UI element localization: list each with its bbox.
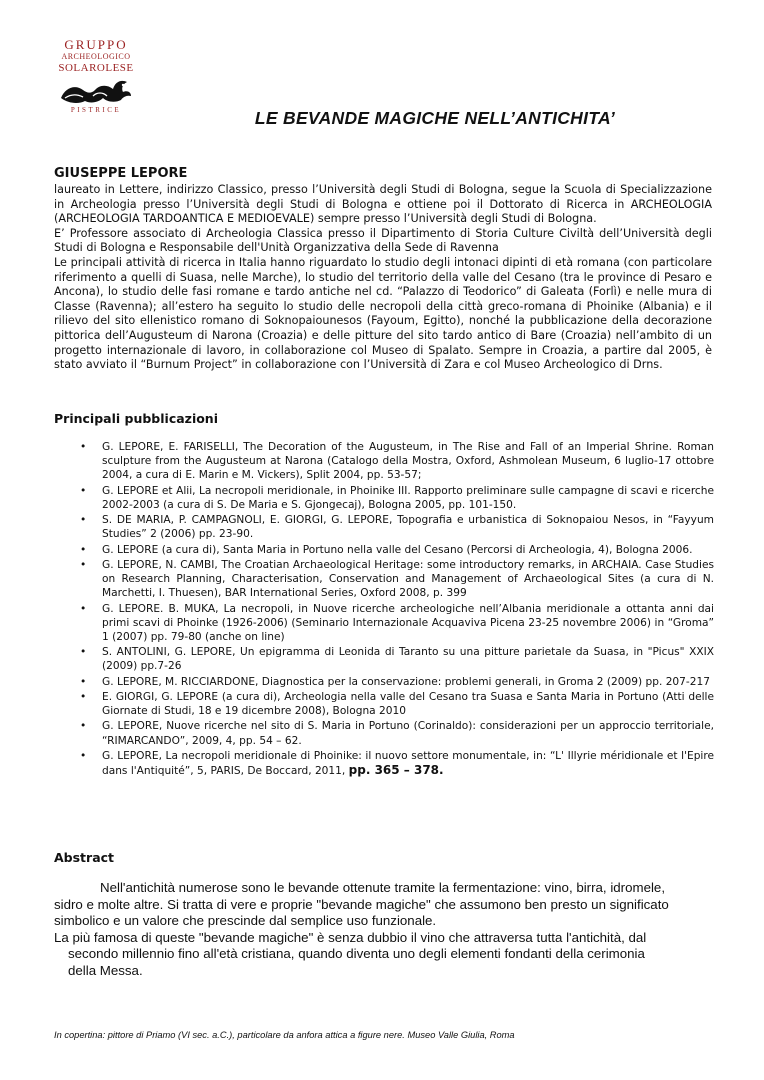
publications-heading: Principali pubblicazioni bbox=[54, 411, 218, 426]
bullet-icon: • bbox=[80, 675, 87, 688]
publication-text: S. DE MARIA, P. CAMPAGNOLI, E. GIORGI, G. LEPORE, Topografia e urbanistica di Soknopaiou Nesos, in “Fayyum Studies” 2 (2006) pp. 23-90. bbox=[102, 514, 714, 541]
publications-list bbox=[54, 440, 714, 779]
logo-line-solarolese: SOLAROLESE bbox=[58, 62, 134, 74]
publication-text: G. LEPORE, M. RICCIARDONE, Diagnostica per la conservazione: problemi generali, in Groma 2 (2009) pp. 207-217 bbox=[102, 675, 710, 688]
bullet-icon: • bbox=[80, 558, 87, 571]
publication-item bbox=[54, 440, 714, 482]
logo-line-archeologico: ARCHEOLOGICO bbox=[61, 52, 131, 61]
publication-item bbox=[54, 719, 714, 747]
logo-line-gruppo: GRUPPO bbox=[64, 37, 128, 52]
bullet-icon: • bbox=[80, 543, 87, 556]
bio-paragraph: E’ Professore associato di Archeologia Classica presso il Dipartimento di Storia Culture Civiltà dell’Università degli Studi di Bologna e Responsabile dell'Unità Organizzativa della Sede di Ravenna bbox=[54, 226, 712, 255]
publication-item bbox=[54, 543, 714, 557]
abstract-paragraph: La più famosa di queste "bevande magiche" è senza dubbio il vino che attraversa tutta l'antichità, dal secondo millennio fino all'età cristiana, quando diventa uno degli elementi fondanti della cerimonia della Messa. bbox=[54, 929, 647, 978]
logo-line-pistrice: PISTRICE bbox=[70, 106, 122, 114]
publication-text: G. LEPORE, N. CAMBI, The Croatian Archaeological Heritage: some introductory remarks, in ARCHAIA. Case Studies on Research Planning, Characterisation, Conservation and Management of Archaeological Sites (a cura di N. Marchetti, I. Thuesen), BAR International Series, Oxford 2008, p. 399 bbox=[102, 558, 714, 600]
abstract-heading: Abstract bbox=[54, 850, 115, 865]
publication-item bbox=[54, 513, 714, 541]
publication-item bbox=[54, 602, 714, 644]
cover-caption: In copertina: pittore di Priamo (VI sec. a.C.), particolare da anfora attica a figure nere. Museo Valle Giulia, Roma bbox=[54, 1030, 515, 1040]
publication-text: G. LEPORE (a cura di), Santa Maria in Portuno nella valle del Cesano (Percorsi di Archeologia, 4), Bologna 2006. bbox=[102, 543, 693, 556]
abstract-body bbox=[54, 880, 674, 979]
publication-text: G. LEPORE. B. MUKA, La necropoli, in Nuove ricerche archeologiche nell’Albania meridionale a ottanta anni dai primi scavi di Phoinke (1926-2006) (Seminario Internazionale Acquaviva Picena 23-25 novembre 2006) in “Groma” 1 (2007) pp. 79-80 (anche on line) bbox=[102, 602, 714, 643]
bullet-icon: • bbox=[80, 484, 87, 497]
bullet-icon: • bbox=[80, 441, 87, 453]
author-name: GIUSEPPE LEPORE bbox=[54, 166, 188, 181]
bullet-icon: • bbox=[80, 646, 87, 659]
publication-item bbox=[54, 558, 714, 600]
publication-text: G. LEPORE, E. FARISELLI, The Decoration of the Augusteum, in The Rise and Fall of an Imperial Shrine. Roman sculpture from the Augusteum at Narona (Catalogo della Mostra, Oxford, Ashmolean Museum, 6 luglio-17 ottobre 2004, a cura di E. Marin e M. Vickers), Split 2004, pp. 53-57; bbox=[102, 441, 714, 482]
publication-item bbox=[54, 675, 714, 689]
author-bio bbox=[54, 183, 712, 373]
bullet-icon: • bbox=[80, 514, 87, 527]
publication-item bbox=[54, 690, 714, 718]
bullet-icon: • bbox=[80, 720, 87, 733]
bio-paragraph: laureato in Lettere, indirizzo Classico, presso l’Università degli Studi di Bologna, segue la Scuola di Specializzazione in Archeologia presso l’Università degli Studi di Bologna e ottiene poi il Dottorato di Ricerca in ARCHEOLOGIA (ARCHEOLOGIA TARDOANTICA E MEDIOEVALE) sempre presso l’Università degli Studi di Bologna. bbox=[54, 183, 712, 226]
publication-item bbox=[54, 645, 714, 673]
publication-item bbox=[54, 749, 714, 778]
publication-text: G. LEPORE, La necropoli meridionale di Phoinike: il nuovo settore monumentale, in: “L' Illyrie méridionale et l'Epire dans l'Antiquité”, 5, PARIS, De Boccard, 2011, bbox=[102, 749, 714, 778]
publication-text: G. LEPORE, Nuove ricerche nel sito di S. Maria in Portuno (Corinaldo): considerazioni per un approccio territoriale, “RIMARCANDO”, 2009, 4, pp. 54 – 62. bbox=[102, 720, 714, 747]
publication-text: S. ANTOLINI, G. LEPORE, Un epigramma di Leonida di Taranto su una pitture parietale da Suasa, in "Picus" XXIX (2009) pp.7-26 bbox=[102, 646, 714, 673]
group-logo bbox=[50, 38, 142, 115]
bullet-icon: • bbox=[80, 749, 87, 762]
page-title: LE BEVANDE MAGICHE NELL’ANTICHITA’ bbox=[254, 108, 616, 128]
bullet-icon: • bbox=[80, 602, 87, 615]
abstract-paragraph: Nell'antichità numerose sono le bevande ottenute tramite la fermentazione: vino, birra, idromele, sidro e molte altre. Si tratta di vere e proprie "bevande magiche" che assumono ben presto un significato simbolico e un valore che prescinde dal semplice uso funzionale. bbox=[54, 880, 669, 928]
publication-item bbox=[54, 484, 714, 512]
pistrice-sea-monster-icon bbox=[57, 76, 135, 106]
bio-paragraph: Le principali attività di ricerca in Italia hanno riguardato lo studio degli intonaci dipinti di età romana (con particolare riferimento a quelli di Suasa, nelle Marche), lo studio del territorio della valle del Cesano (tra le province di Pesaro e Ancona), lo studio delle fasi romane e tardo antiche nel cd. “Palazzo di Teodorico” di Galeata (Forlì) e nelle mura di Classe (Ravenna); all’estero ha seguito lo studio delle necropoli della città greco-romana di Phoinike (Albania) e il rilievo del sito ellenistico romano di Soknopaiounesos (Fayoum, Egitto), nonché la pubblicazione della decorazione pittorica dell’Augusteum di Narona (Croazia) e delle pitture del sito tardo antico di Bare (Croazia) nell’ambito di un progetto internazionale di lavoro, in collaborazione col Museo di Spalato. Sempre in Croazia, a partire dal 2005, è stato avviato il “Burnum Project” in collaborazione con l’Università di Zara e col Museo Archeologico di Drns. bbox=[54, 255, 712, 372]
publication-pages: pp. 365 – 378. bbox=[348, 763, 444, 778]
publication-text: E. GIORGI, G. LEPORE (a cura di), Archeologia nella valle del Cesano tra Suasa e Santa Maria in Portuno (Atti delle Giornate di Studi, 18 e 19 dicembre 2008), Bologna 2010 bbox=[102, 690, 714, 718]
bullet-icon: • bbox=[80, 690, 87, 703]
publication-text: G. LEPORE et Alii, La necropoli meridionale, in Phoinike III. Rapporto preliminare sulle campagne di scavi e ricerche 2002-2003 (a cura di S. De Maria e S. Gjongecaj), Bologna 2005, pp. 101-150. bbox=[102, 484, 714, 511]
